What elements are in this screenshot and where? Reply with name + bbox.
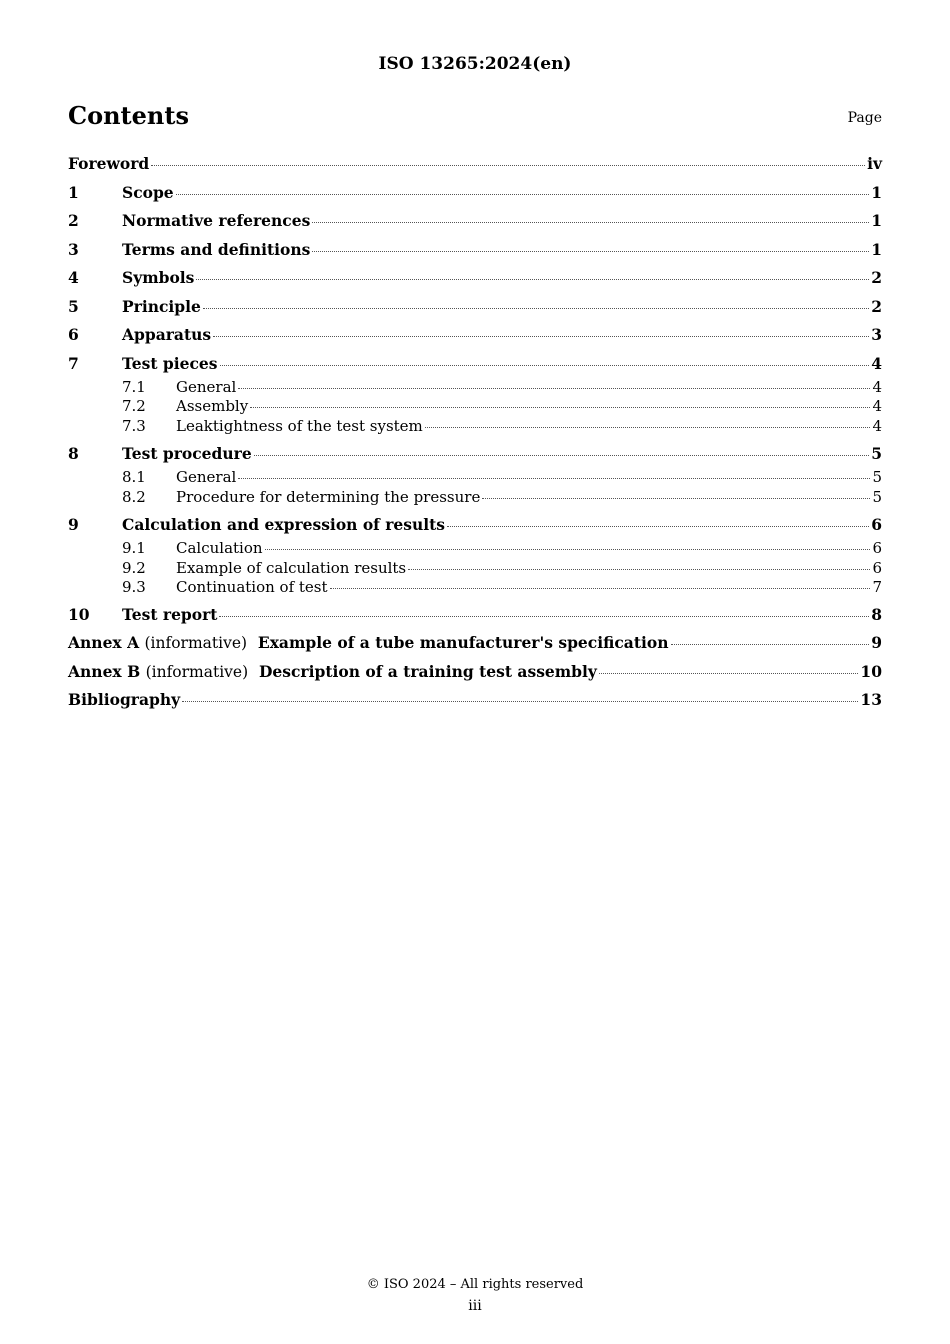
toc-entry-page: 10 bbox=[860, 661, 882, 681]
annex-label: Annex B bbox=[68, 661, 141, 681]
toc-entry-annex-b[interactable] bbox=[68, 658, 882, 687]
toc-entry-title: Calculation and expression of results bbox=[122, 514, 446, 534]
toc-entry-title: Continuation of test bbox=[176, 577, 328, 596]
toc-subentry-general[interactable] bbox=[68, 468, 882, 487]
toc-entry-title: Scope bbox=[122, 182, 174, 202]
dot-leader bbox=[176, 194, 870, 195]
dot-leader bbox=[254, 455, 870, 456]
dot-leader bbox=[203, 308, 869, 309]
toc-entry-page: 7 bbox=[872, 577, 882, 596]
toc-entry-title: Example of calculation results bbox=[176, 558, 407, 577]
dot-leader bbox=[220, 365, 870, 366]
toc-entry-number: 8.2 bbox=[122, 487, 146, 506]
toc-entry-page: 3 bbox=[871, 325, 882, 344]
toc-entry-page: 5 bbox=[872, 468, 882, 487]
dot-leader bbox=[213, 336, 869, 337]
toc-entry-scope[interactable] bbox=[68, 179, 882, 208]
toc-entry-test-procedure[interactable] bbox=[68, 440, 882, 469]
toc-entry-page: 6 bbox=[872, 558, 882, 577]
toc-entry-page: 2 bbox=[871, 268, 882, 287]
toc-entry-title: Test procedure bbox=[122, 443, 252, 463]
toc-entry-title: Procedure for determining the pressure bbox=[176, 487, 481, 506]
toc-entry-page: 1 bbox=[871, 211, 882, 230]
dot-leader bbox=[151, 165, 865, 166]
toc-entry-title: Bibliography bbox=[68, 690, 181, 710]
toc-entry-foreword[interactable] bbox=[68, 150, 882, 179]
toc-entry-number: 8.1 bbox=[122, 468, 146, 487]
toc-entry-number: 9.3 bbox=[122, 577, 146, 596]
toc-entry-number: 3 bbox=[68, 239, 79, 259]
toc-entry-page: 1 bbox=[871, 182, 882, 202]
toc-entry-title bbox=[68, 629, 669, 658]
toc-entry-normative-references[interactable] bbox=[68, 207, 882, 236]
toc-entry-number: 6 bbox=[68, 325, 79, 344]
toc-entry-page: 4 bbox=[872, 378, 882, 396]
toc-entry-title: General bbox=[176, 468, 237, 487]
toc-entry-test-report[interactable] bbox=[68, 601, 882, 630]
dot-leader bbox=[238, 388, 870, 389]
annex-type: (informative) bbox=[145, 662, 249, 681]
toc-entry-number: 7.1 bbox=[122, 378, 146, 396]
toc-entry-page: 6 bbox=[872, 539, 882, 558]
toc-entry-page: 4 bbox=[871, 353, 882, 373]
toc-subentry-general[interactable] bbox=[68, 378, 882, 397]
toc-entry-title: Assembly bbox=[176, 397, 249, 416]
toc-entry-page: 5 bbox=[872, 487, 882, 506]
dot-leader bbox=[238, 478, 870, 479]
toc-entry-number: 4 bbox=[68, 268, 79, 287]
annex-title: Example of a tube manufacturer's specification bbox=[257, 633, 669, 653]
toc-entry-test-pieces[interactable] bbox=[68, 350, 882, 379]
toc-entry-symbols[interactable] bbox=[68, 264, 882, 293]
toc-entry-calculation-results[interactable] bbox=[68, 511, 882, 540]
toc-entry-page: 9 bbox=[871, 633, 882, 653]
dot-leader bbox=[219, 616, 869, 617]
toc-entry-number: 8 bbox=[68, 443, 79, 463]
toc-entry-number: 2 bbox=[68, 211, 79, 230]
dot-leader bbox=[425, 427, 871, 428]
dot-leader bbox=[250, 407, 870, 408]
dot-leader bbox=[447, 526, 869, 527]
toc-entry-title bbox=[68, 658, 597, 687]
toc-entry-annex-a[interactable] bbox=[68, 629, 882, 658]
dot-leader bbox=[196, 279, 869, 280]
toc-subentry-example-results[interactable] bbox=[68, 559, 882, 578]
toc-entry-number: 7.2 bbox=[122, 397, 146, 416]
toc-subentry-procedure-pressure[interactable] bbox=[68, 488, 882, 511]
dot-leader bbox=[482, 498, 870, 499]
dot-leader bbox=[599, 673, 859, 674]
toc-entry-title: Apparatus bbox=[122, 325, 212, 344]
toc-entry-number: 1 bbox=[68, 182, 79, 202]
toc-entry-title: Test report bbox=[122, 604, 218, 624]
toc-entry-number: 9.2 bbox=[122, 558, 146, 577]
toc-entry-page: 2 bbox=[871, 296, 882, 316]
toc-entry-title: Terms and definitions bbox=[122, 239, 311, 259]
toc-entry-principle[interactable] bbox=[68, 293, 882, 322]
toc-entry-terms-and-definitions[interactable] bbox=[68, 236, 882, 265]
annex-label: Annex A bbox=[68, 633, 140, 653]
toc-entry-page: 8 bbox=[871, 604, 882, 624]
toc-entry-title: Foreword bbox=[68, 154, 150, 173]
toc-entry-number: 7 bbox=[68, 353, 79, 373]
toc-entry-title: Leaktightness of the test system bbox=[176, 416, 423, 435]
contents-heading: Contents bbox=[68, 101, 189, 130]
toc-entry-apparatus[interactable] bbox=[68, 321, 882, 350]
document-id-header: ISO 13265:2024(en) bbox=[378, 54, 572, 74]
toc-entry-number: 7.3 bbox=[122, 416, 146, 435]
toc-entry-title: General bbox=[176, 378, 237, 396]
toc-entry-page: 4 bbox=[872, 397, 882, 416]
toc-entry-page: 5 bbox=[871, 443, 882, 463]
toc-entry-title: Normative references bbox=[122, 211, 311, 230]
toc-entry-number: 9 bbox=[68, 514, 79, 534]
toc-entry-number: 9.1 bbox=[122, 539, 146, 558]
copyright-notice: © ISO 2024 – All rights reserved bbox=[366, 1277, 584, 1292]
toc-entry-title: Principle bbox=[122, 296, 201, 316]
page-column-label: Page bbox=[847, 110, 882, 126]
toc-entry-page: 1 bbox=[871, 239, 882, 259]
annex-type: (informative) bbox=[144, 634, 248, 653]
dot-leader bbox=[671, 644, 870, 645]
dot-leader bbox=[265, 549, 871, 550]
dot-leader bbox=[312, 222, 869, 223]
dot-leader bbox=[330, 588, 871, 589]
annex-title: Description of a training test assembly bbox=[258, 661, 597, 681]
toc-entry-title: Calculation bbox=[176, 539, 263, 558]
dot-leader bbox=[182, 701, 858, 702]
toc-subentry-continuation[interactable] bbox=[68, 578, 882, 601]
toc-entry-page: 13 bbox=[860, 690, 882, 710]
toc-entry-title: Symbols bbox=[122, 268, 195, 287]
toc-entry-page: 4 bbox=[872, 416, 882, 435]
toc-entry-page: 6 bbox=[871, 514, 882, 534]
toc-subentry-leaktightness[interactable] bbox=[68, 417, 882, 440]
toc-entry-number: 5 bbox=[68, 296, 79, 316]
toc-subentry-assembly[interactable] bbox=[68, 397, 882, 416]
dot-leader bbox=[312, 251, 869, 252]
page-number: iii bbox=[468, 1298, 482, 1314]
toc-entry-title: Test pieces bbox=[122, 353, 218, 373]
table-of-contents bbox=[68, 150, 882, 715]
toc-entry-bibliography[interactable] bbox=[68, 686, 882, 715]
dot-leader bbox=[408, 569, 870, 570]
toc-entry-number: 10 bbox=[68, 604, 90, 624]
toc-subentry-calculation[interactable] bbox=[68, 539, 882, 558]
toc-entry-page: iv bbox=[867, 154, 882, 173]
